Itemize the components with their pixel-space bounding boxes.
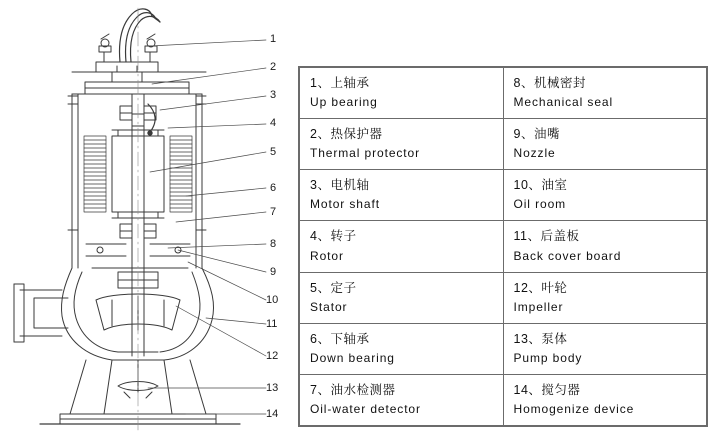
lifting-handle	[72, 34, 206, 72]
legend-en-1: Up bearing	[310, 95, 378, 110]
parts-legend-table	[298, 66, 708, 427]
callout-2: 2	[270, 61, 277, 73]
table-row	[300, 68, 707, 119]
legend-cn-3: 电机轴	[330, 178, 370, 193]
legend-cn-6: 下轴承	[330, 331, 370, 346]
callout-10: 10	[266, 294, 279, 306]
legend-en-9: Nozzle	[513, 146, 556, 161]
legend-cn-12: 叶轮	[541, 280, 568, 295]
legend-cell-7	[300, 374, 504, 425]
stator-lamination-left	[84, 136, 106, 212]
pump-cutaway-drawing	[0, 0, 300, 436]
cable-gland	[85, 66, 189, 94]
callout-4: 4	[270, 117, 277, 129]
callout-leader-lines	[148, 40, 266, 414]
legend-index-4: 4、	[310, 229, 331, 244]
legend-index-1: 1、	[310, 76, 331, 90]
legend-index-13: 13、	[513, 331, 542, 346]
legend-cn-13: 泵体	[541, 331, 568, 346]
discharge-outlet	[14, 284, 68, 342]
legend-cn-11: 后盖板	[540, 229, 580, 244]
legend-cell-6	[300, 323, 504, 374]
legend-index-3: 3、	[310, 178, 331, 193]
legend-cell-10	[503, 170, 707, 221]
callout-3: 3	[270, 89, 277, 101]
legend-cn-4: 转子	[330, 229, 357, 244]
table-row	[300, 323, 707, 374]
legend-cell-9	[503, 119, 707, 170]
callout-11: 11	[266, 318, 278, 330]
legend-index-11: 11、	[513, 229, 541, 244]
callout-13: 13	[266, 382, 279, 394]
callout-1: 1	[270, 33, 277, 45]
legend-cell-11	[503, 221, 707, 272]
legend-cell-13	[503, 323, 707, 374]
table-row	[300, 374, 707, 425]
legend-index-2: 2、	[310, 127, 331, 142]
legend-index-12: 12、	[513, 280, 542, 295]
legend-en-10: Oil room	[513, 197, 567, 212]
legend-index-9: 9、	[513, 127, 534, 142]
table-row	[300, 272, 707, 323]
motor-housing	[68, 94, 206, 268]
legend-index-14: 14、	[513, 382, 542, 397]
legend-cn-9: 油嘴	[533, 127, 560, 142]
callout-6: 6	[270, 182, 277, 194]
callout-5: 5	[270, 146, 277, 158]
legend-en-14: Homogenize device	[513, 401, 635, 416]
legend-cn-10: 油室	[541, 178, 568, 193]
legend-en-2: Thermal protector	[310, 146, 420, 161]
table-row	[300, 119, 707, 170]
legend-cell-8	[503, 68, 707, 119]
stator-lamination-right	[170, 136, 192, 212]
legend-index-8: 8、	[513, 76, 534, 90]
table-row	[300, 221, 707, 272]
legend-cn-14: 搅匀器	[541, 382, 581, 397]
base-stand	[40, 360, 240, 424]
legend-cell-2	[300, 119, 504, 170]
legend-cell-4	[300, 221, 504, 272]
legend-index-7: 7、	[310, 382, 331, 397]
legend-cn-8: 机械密封	[533, 76, 586, 90]
legend-cell-3	[300, 170, 504, 221]
legend-en-5: Stator	[310, 299, 348, 314]
legend-en-6: Down bearing	[310, 350, 395, 365]
legend-en-13: Pump body	[513, 350, 583, 365]
legend-en-8: Mechanical seal	[513, 95, 614, 110]
legend-cell-14	[503, 374, 707, 425]
legend-index-6: 6、	[310, 331, 331, 346]
legend-en-7: Oil-water detector	[310, 401, 421, 416]
legend-cn-2: 热保护器	[330, 127, 383, 142]
legend-en-12: Impeller	[513, 299, 564, 314]
legend-cn-1: 上轴承	[330, 76, 370, 90]
power-cable-icon	[120, 9, 161, 62]
callout-9: 9	[270, 266, 277, 278]
legend-en-11: Back cover board	[513, 248, 622, 263]
legend-cell-12	[503, 272, 707, 323]
callout-8: 8	[270, 238, 277, 250]
callout-14: 14	[266, 408, 279, 420]
callout-7: 7	[270, 206, 277, 218]
legend-index-5: 5、	[310, 280, 331, 295]
legend-cn-7: 油水检测器	[330, 382, 396, 397]
callout-12: 12	[266, 350, 279, 362]
legend-en-3: Motor shaft	[310, 197, 380, 212]
table-row	[300, 170, 707, 221]
legend-cell-5	[300, 272, 504, 323]
legend-cn-5: 定子	[330, 280, 357, 295]
legend-index-10: 10、	[513, 178, 542, 193]
legend-en-4: Rotor	[310, 248, 344, 263]
legend-cell-1	[300, 68, 504, 119]
